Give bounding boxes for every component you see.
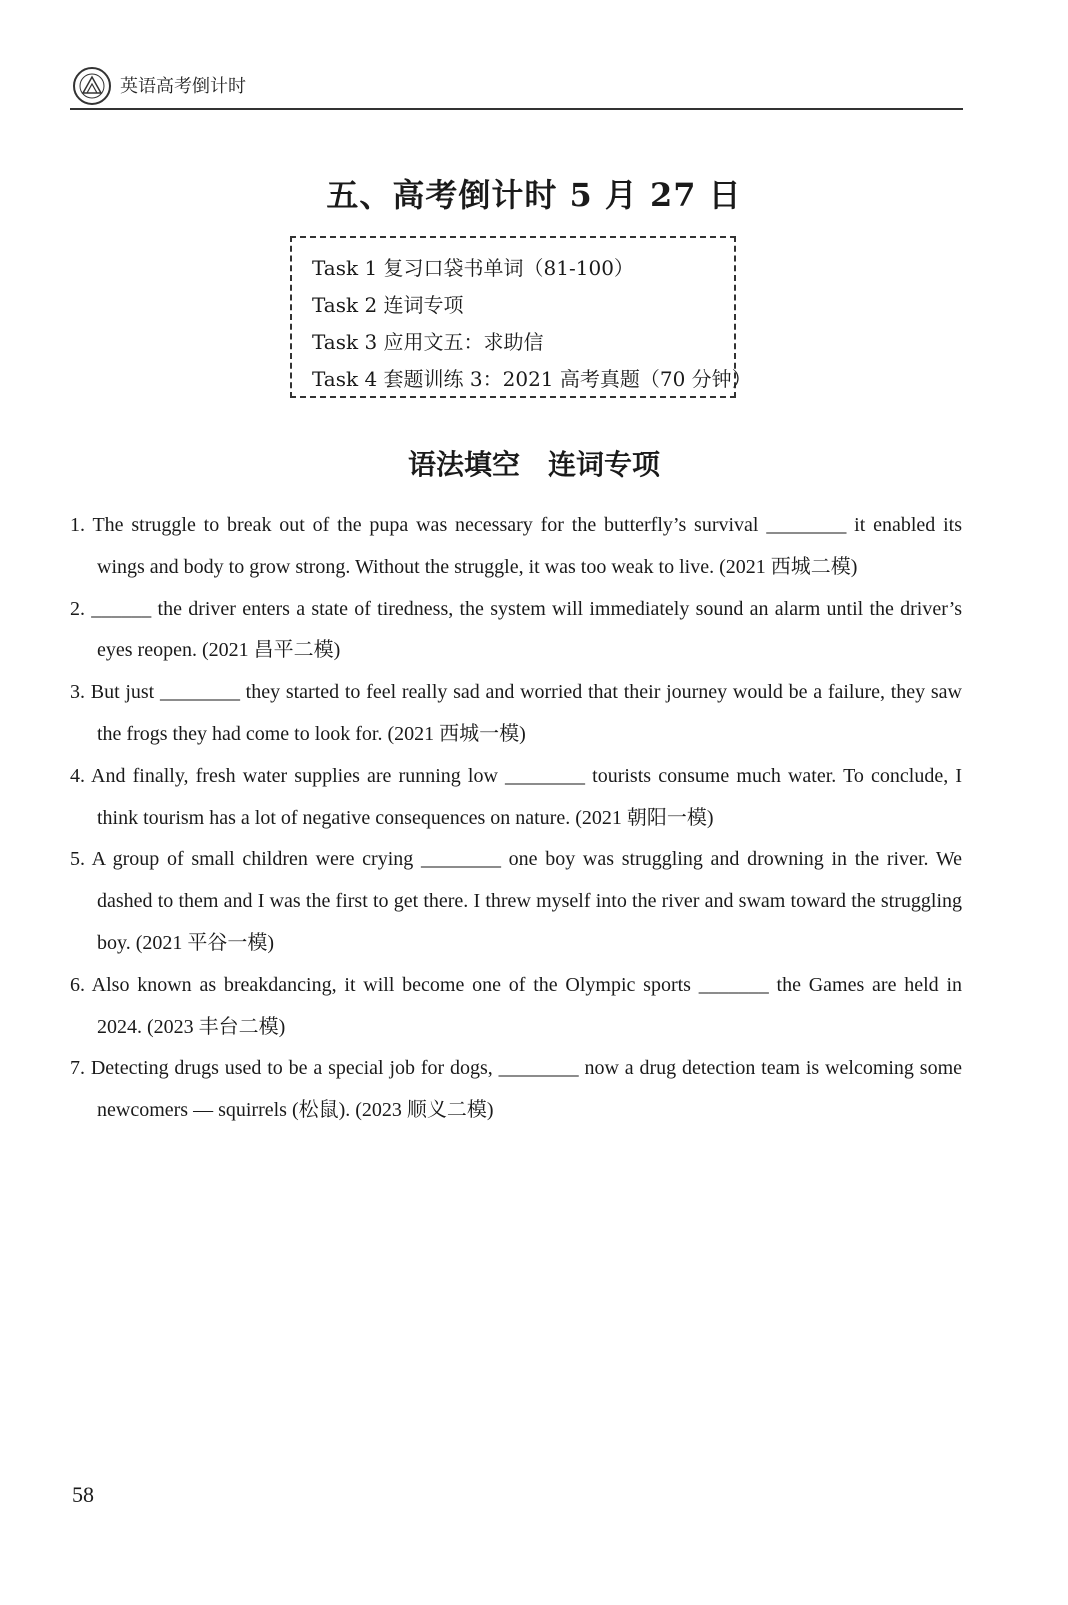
section-title: 语法填空 连词专项 bbox=[407, 448, 660, 481]
question-text: 1. The struggle to break out of the pupa was necessary for the butterfly’s survival ________ it enabled its wings and body to grow strong. Without the struggle, it was too weak to live. (2021 西城二模) bbox=[70, 514, 962, 578]
page-number: 58 bbox=[72, 1482, 94, 1507]
task-item: Task 3 应用文五：求助信 bbox=[312, 330, 544, 354]
school-seal-icon bbox=[72, 66, 112, 106]
task-item: Task 2 连词专项 bbox=[312, 293, 464, 317]
question-item bbox=[70, 589, 962, 673]
task-item: Task 4 套题训练 3：2021 高考真题（70 分钟） bbox=[312, 367, 752, 391]
page-header bbox=[70, 64, 963, 110]
question-item bbox=[70, 965, 962, 1049]
question-text: 5. A group of small children were crying ________ one boy was struggling and drowning in the river. We dashed to them and I was the first to get there. I threw myself into the river and swam toward the struggling boy. (2021 平谷一模) bbox=[70, 848, 962, 954]
question-item bbox=[70, 839, 962, 964]
question-item bbox=[70, 505, 962, 589]
question-item bbox=[70, 672, 962, 756]
question-list bbox=[70, 505, 962, 1132]
question-item bbox=[70, 756, 962, 840]
question-text: 4. And finally, fresh water supplies are running low ________ tourists consume much water. To conclude, I think tourism has a lot of negative consequences on nature. (2021 朝阳一模) bbox=[70, 764, 962, 829]
question-item bbox=[70, 1048, 962, 1132]
task-item: Task 1 复习口袋书单词（81-100） bbox=[312, 256, 634, 280]
question-text: 2. ______ the driver enters a state of tiredness, the system will immediately sound an alarm until the driver’s eyes reopen. (2021 昌平二模) bbox=[70, 597, 962, 662]
question-text: 6. Also known as breakdancing, it will become one of the Olympic sports _______ the Games are held in 2024. (2023 丰台二模) bbox=[70, 973, 962, 1038]
task-list-box bbox=[290, 236, 752, 398]
question-text: 7. Detecting drugs used to be a special job for dogs, ________ now a drug detection team is welcoming some newcomers — squirrels (松鼠). (2023 顺义二模) bbox=[70, 1057, 962, 1122]
header-title: 英语高考倒计时 bbox=[120, 76, 246, 97]
question-text: 3. But just ________ they started to feel really sad and worried that their journey would be a failure, they saw the frogs they had come to look for. (2021 西城一模) bbox=[70, 681, 962, 745]
page-title: 五、高考倒计时 5 月 27 日 bbox=[326, 176, 742, 214]
